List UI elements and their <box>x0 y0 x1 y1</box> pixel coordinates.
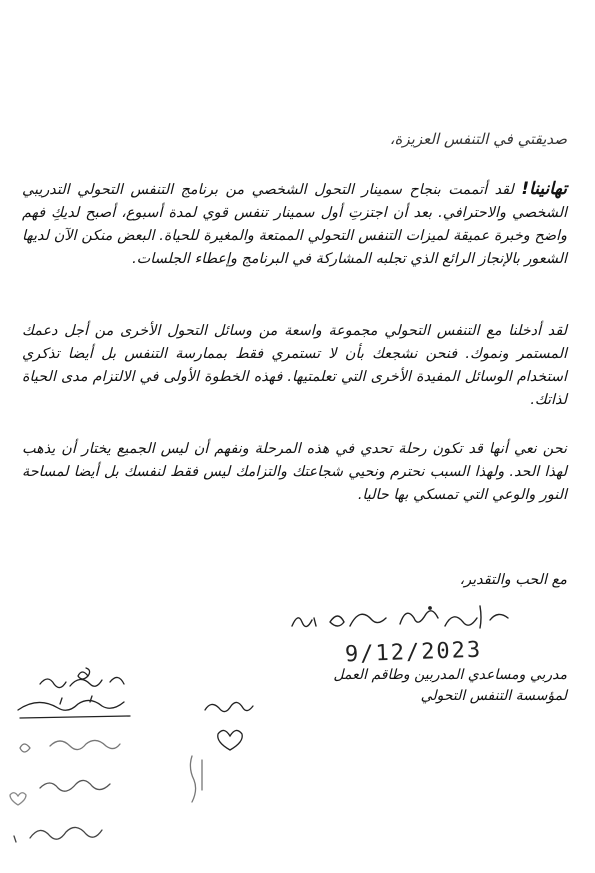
signature-date: 9/12/2023 <box>344 637 483 668</box>
paragraph-congratulations <box>22 178 567 271</box>
signer-signature <box>280 596 520 636</box>
team-line-1: مدربي ومساعدي المدربين وطاقم العمل <box>333 667 567 683</box>
team-line-2: لمؤسسة التنفس التحولي <box>420 688 567 704</box>
paragraph-2: لقد أدخلنا مع التنفس التحولي مجموعة واسعة من وسائل التحول الأخرى من أجل دعمك المستمر ونموك. فنحن نشجعك بأن لا تستمري فقط بممارسة التنفس بل أيضا تذكري استخدام الوسائل المفيدة الأخرى التي تعلمتيها. فهذه الخطوة الأولى في الالتزام مدى الحياة لذاتك. <box>22 323 567 408</box>
paragraph-3: نحن نعي أنها قد تكون رحلة تحدي في هذه المرحلة ونفهم أن ليس الجميع يختار أن يذهب لهذا الحد. ولهذا السبب نحترم ونحيي شجاعتك والتزامك ليس فقط لنفسك بل أيضا لمساحة النور والوعي التي تمسكي بها حاليا. <box>22 441 567 503</box>
closing-line: مع الحب والتقدير، <box>459 572 567 588</box>
congratulations-heading: تهانينا! <box>521 179 567 199</box>
greeting: صديقتي في التنفس العزيزة، <box>389 130 567 148</box>
paragraph-1-text: لقد أتممت بنجاح سمينار التحول الشخصي من برنامج التنفس التحولي التدريبي الشخصي والاحترافي. بعد أن اجتزتِ أول سمينار تنفس قوي لمدة أسبوع، أصبح لديكِ فهم واضح وخبرة عميقة لميزات التنفس التحولي الممتعة والمغيرة للحياة. البعض منكن الآن لديها الشعور بالإنجاز الرائع الذي تجلبه المشاركة في البرنامج وإعطاء الجلسات. <box>22 182 567 267</box>
participant-signatures <box>0 660 300 873</box>
team-signature-block <box>267 665 567 707</box>
